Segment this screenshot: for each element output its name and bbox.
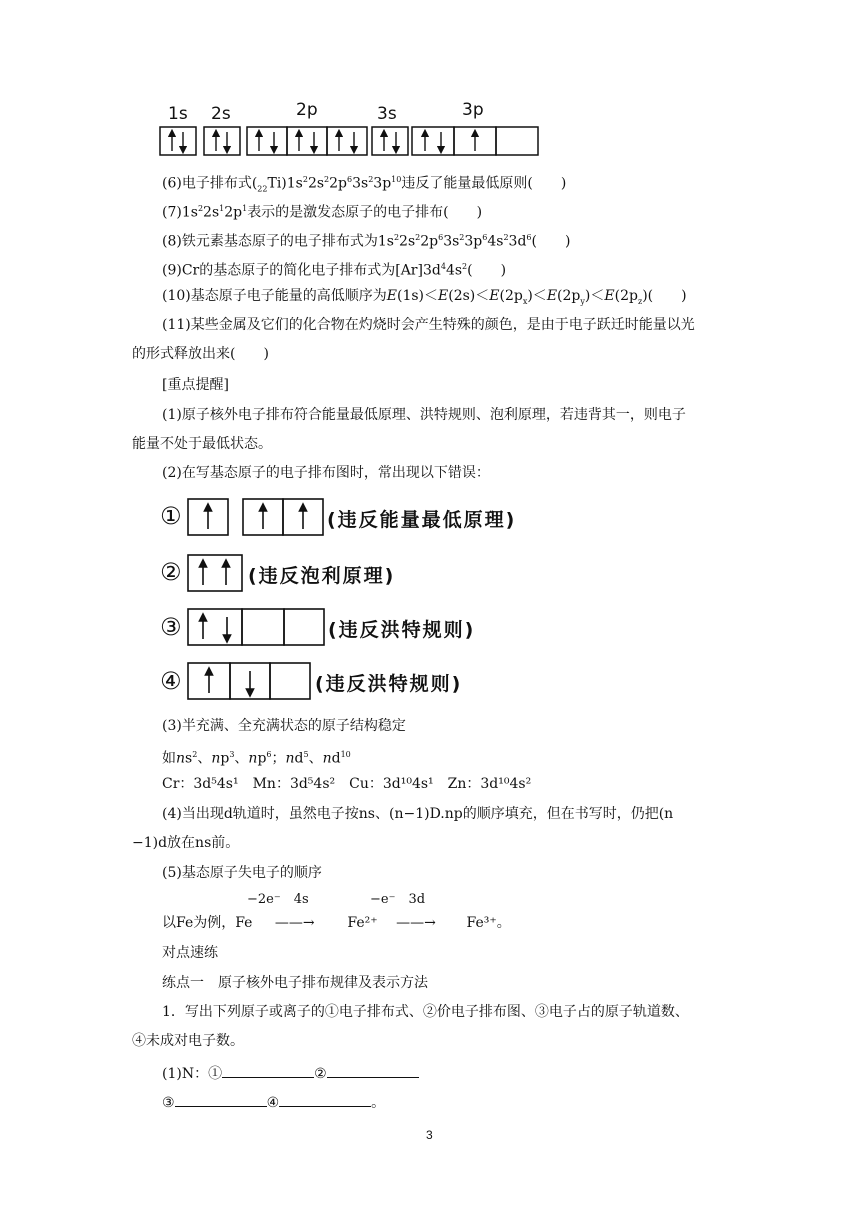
practice-topic: 练点一 原子核外电子排布规律及表示方法 <box>162 975 428 991</box>
error-number-1: ① <box>160 502 182 530</box>
reaction-arrow-1: ——→ <box>274 915 315 931</box>
error-note-4: (违反洪特规则) <box>315 673 463 695</box>
orbital-label-3p: 3p <box>462 100 484 120</box>
item-8: (8)铁元素基态原子的电子排布式为$1s^22s^22p^63s^23p^64s^23d^6$( ) <box>162 233 571 250</box>
error-number-2: ② <box>160 558 182 586</box>
key-point-1-line2: 能量不处于最低状态。 <box>132 436 272 452</box>
ionization-sequence: 以Fe为例，Fe ——→ Fe²⁺ ——→ Fe³⁺。 <box>162 915 511 931</box>
orbital-label-2p: 2p <box>296 100 318 120</box>
orbital-label-2s: 2s <box>211 104 231 124</box>
error-diagram-4 <box>186 661 314 703</box>
question-1-line2: ④未成对电子数。 <box>132 1033 244 1049</box>
fe3-ion: Fe³⁺。 <box>466 915 511 931</box>
error-diagram-3 <box>186 607 326 649</box>
item-11-line1: (11)某些金属及它们的化合物在灼烧时会产生特殊的颜色，是由于电子跃迁时能量以光 <box>162 317 695 333</box>
orbital-label-3s: 3s <box>377 104 397 124</box>
item-6: (6)电子排布式$(_{22}Ti)1s^22s^22p^63s^23p^{10}$违反了能量最低原则( ) <box>162 175 567 194</box>
item-11-line2: 的形式释放出来( ) <box>132 346 269 362</box>
reaction-condition-1: −2e⁻ 4s <box>247 892 309 907</box>
key-point-4-line2: −1)d放在ns前。 <box>132 835 240 851</box>
error-number-4: ④ <box>160 667 182 695</box>
answer-blank-2[interactable] <box>327 1063 419 1078</box>
page-number: 3 <box>426 1128 433 1142</box>
item-10: (10)基态原子电子能量的高低顺序为$E(1s)<E(2s)<E(2p_x)<E(2p_y)<E(2p_z)$( ) <box>162 288 687 306</box>
answer-blank-3[interactable] <box>175 1092 267 1107</box>
answer-blank-4[interactable] <box>279 1092 371 1107</box>
orbital-boxes <box>158 124 540 158</box>
practice-heading: 对点速练 <box>162 945 218 961</box>
key-point-3: (3)半充满、全充满状态的原子结构稳定 <box>162 718 406 734</box>
reaction-arrow-2: ——→ <box>396 915 436 931</box>
question-1-n-row2: ③ ④ 。 <box>162 1092 385 1112</box>
error-diagram-2 <box>186 553 246 595</box>
question-1-n-row1: (1)N：① ② <box>162 1063 419 1083</box>
error-note-1: (违反能量最低原理) <box>327 509 517 531</box>
key-point-5: (5)基态原子失电子的顺序 <box>162 865 322 881</box>
error-note-2: (违反泡利原理) <box>248 565 396 587</box>
question-1-line1: 1．写出下列原子或离子的①电子排布式、②价电子排布图、③电子占的原子轨道数、 <box>162 1004 689 1020</box>
item-9: (9)Cr的基态原子的简化电子排布式为$[Ar]3d^44s^2$( ) <box>162 262 507 279</box>
key-point-1-line1: (1)原子核外电子排布符合能量最低原理、洪特规则、泡利原理，若违背其一，则电子 <box>162 407 686 423</box>
key-points-heading: [重点提醒] <box>162 377 229 393</box>
key-point-3-configs: Cr：3d⁵4s¹ Mn：3d⁵4s² Cu：3d¹⁰4s¹ Zn：3d¹⁰4s² <box>162 776 532 792</box>
key-point-4-line1: (4)当出现d轨道时，虽然电子按ns、(n−1)D.np的顺序填充，但在书写时，仍把(n <box>162 806 674 822</box>
key-point-3-example: 如$ns^2$、$np^3$、$np^6$；$nd^5$、$nd^{10}$ <box>162 750 351 767</box>
item-7: $(7)1s^22s^12p^1$表示的是激发态原子的电子排布( ) <box>162 204 483 221</box>
orbital-label-1s: 1s <box>168 104 188 124</box>
error-note-3: (违反洪特规则) <box>328 619 476 641</box>
reaction-condition-2: −e⁻ 3d <box>370 892 426 907</box>
key-point-2: (2)在写基态原子的电子排布图时，常出现以下错误： <box>162 465 490 481</box>
error-diagram-1 <box>186 497 326 539</box>
fe2-ion: Fe²⁺ <box>347 915 378 931</box>
answer-blank-1[interactable] <box>222 1063 314 1078</box>
error-number-3: ③ <box>160 613 182 641</box>
